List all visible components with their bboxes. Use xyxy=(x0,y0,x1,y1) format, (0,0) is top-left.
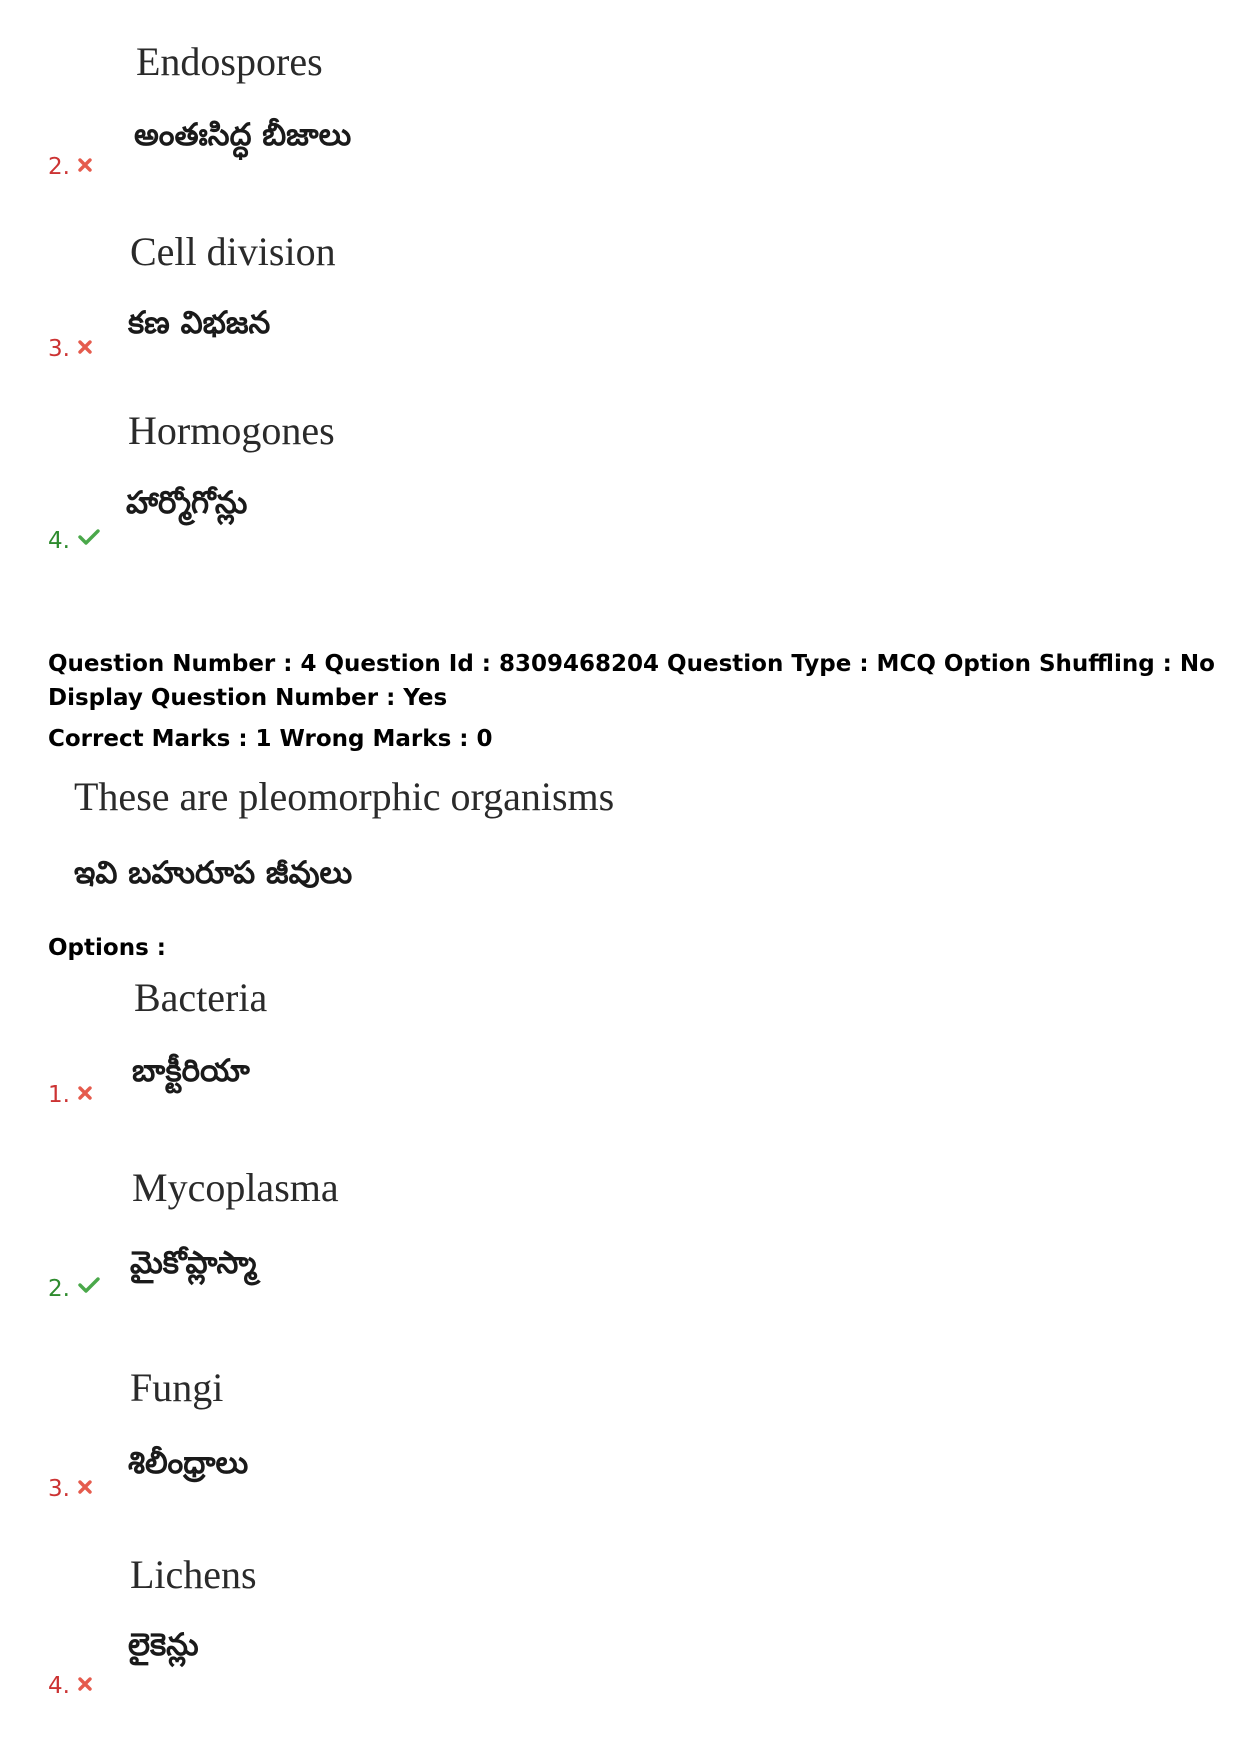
check-icon xyxy=(78,528,100,551)
question-marks-line: Correct Marks : 1 Wrong Marks : 0 xyxy=(48,726,493,752)
option-text-te: హార్మోగోన్లు xyxy=(126,485,248,521)
option-number xyxy=(48,1276,100,1301)
option-number xyxy=(48,1476,92,1501)
option-number xyxy=(48,336,92,361)
check-icon xyxy=(78,1276,100,1299)
options-label: Options : xyxy=(48,935,166,961)
option-number xyxy=(48,154,92,179)
option-text-te: బాక్టీరియా xyxy=(132,1053,250,1089)
option-number xyxy=(48,1673,92,1698)
cross-icon xyxy=(78,1673,92,1696)
question-text-te: ఇవి బహురూప జీవులు xyxy=(74,855,353,891)
cross-icon xyxy=(78,336,92,359)
option-text-en: Endospores xyxy=(136,39,323,84)
option-number-label: 1. xyxy=(48,1082,70,1108)
option-number-label: 4. xyxy=(48,1673,70,1699)
option-text-en: Cell division xyxy=(130,229,336,274)
option-text-te: మైకోప్లాస్మా xyxy=(130,1245,257,1281)
option-number xyxy=(48,528,100,553)
option-number-label: 3. xyxy=(48,1476,70,1502)
option-number-label: 3. xyxy=(48,336,70,362)
option-number-label: 2. xyxy=(48,1276,70,1302)
option-text-en: Mycoplasma xyxy=(132,1165,339,1210)
cross-icon xyxy=(78,1082,92,1105)
option-number-label: 4. xyxy=(48,528,70,554)
option-text-en: Lichens xyxy=(130,1552,257,1597)
question-display-line: Display Question Number : Yes xyxy=(48,685,448,711)
option-text-en: Bacteria xyxy=(134,975,268,1020)
option-text-en: Hormogones xyxy=(128,408,335,453)
option-number-label: 2. xyxy=(48,154,70,180)
cross-icon xyxy=(78,1476,92,1499)
option-text-te: అంతఃసిద్ధ బీజాలు xyxy=(134,117,352,153)
option-number xyxy=(48,1082,92,1107)
question-meta-line: Question Number : 4 Question Id : 8309468204 Question Type : MCQ Option Shuffling : No xyxy=(48,651,1215,677)
cross-icon xyxy=(78,154,92,177)
option-text-te: శిలీంధ్రాలు xyxy=(128,1445,249,1481)
question-text-en: These are pleomorphic organisms xyxy=(74,774,615,819)
option-text-te: కణ విభజన xyxy=(128,305,271,341)
option-text-en: Fungi xyxy=(130,1365,224,1410)
option-text-te: లైకెన్లు xyxy=(128,1627,199,1663)
